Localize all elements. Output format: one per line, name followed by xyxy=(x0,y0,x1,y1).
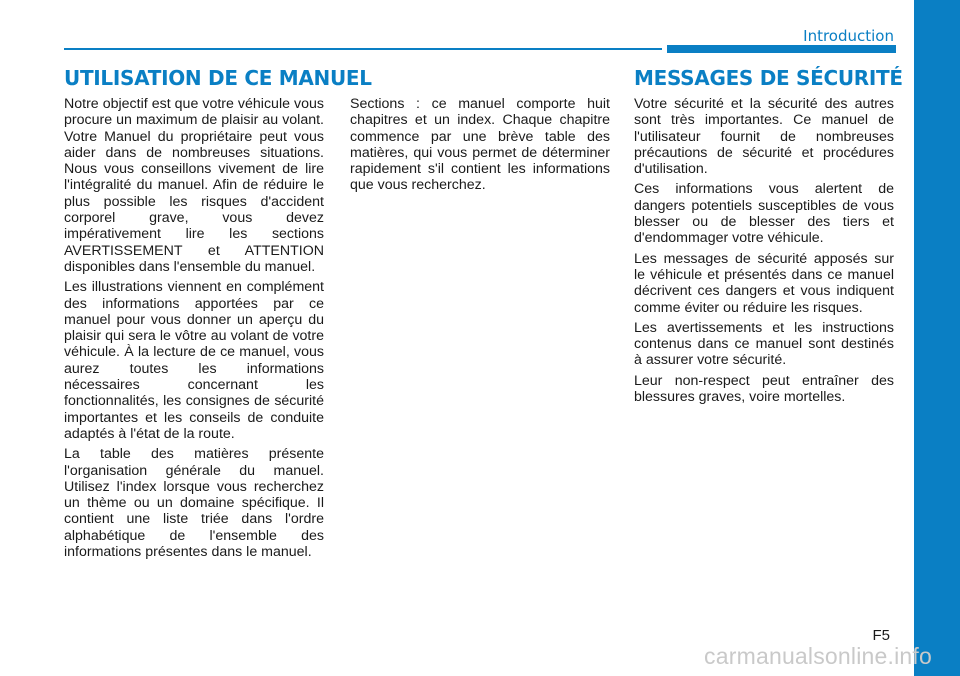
header-rule-accent xyxy=(667,45,896,53)
paragraph: Votre sécurité et la sécurité des autres sont très importantes. Ce manuel de l'utilisateur fournit de nombreuses précautions de sécurité et procédures d'utilisation. xyxy=(634,96,894,178)
section-label: Introduction xyxy=(803,27,894,45)
text-column-2 xyxy=(350,96,610,198)
paragraph: La table des matières présente l'organisation générale du manuel. Utilisez l'index lorsque vous recherchez un thème ou un domaine spécifique. Il contient une liste triée dans l'ordre alphabétique de l'ensemble des informations présentes dans le manuel. xyxy=(64,446,324,561)
header-rule xyxy=(64,48,662,50)
paragraph: Sections : ce manuel comporte huit chapitres et un index. Chaque chapitre commence par une brève table des matières, qui vous permet de déterminer rapidement s'il contient les informations que vous recherchez. xyxy=(350,96,610,194)
chapter-side-tab xyxy=(914,0,960,676)
page-number: F5 xyxy=(872,627,890,644)
text-column-1 xyxy=(64,96,324,564)
heading-safety-messages: MESSAGES DE SÉCURITÉ xyxy=(634,66,903,90)
watermark: carmanualsonline.info xyxy=(704,643,932,669)
paragraph: Les avertissements et les instructions contenus dans ce manuel sont destinés à assurer votre sécurité. xyxy=(634,319,894,369)
paragraph: Les messages de sécurité apposés sur le véhicule et présentés dans ce manuel décrivent ces dangers et vous indiquent comme éviter ou réduire les risques. xyxy=(634,250,894,316)
paragraph: Leur non-respect peut entraîner des blessures graves, voire mortelles. xyxy=(634,372,894,406)
paragraph: Ces informations vous alertent de dangers potentiels susceptibles de vous blesser ou de blesser des tiers et d'endommager votre véhicule. xyxy=(634,181,894,247)
paragraph: Les illustrations viennent en complément des informations apportées par ce manuel pour vous donner un aperçu du plaisir qui sera le vôtre au volant de votre véhicule. À la lecture de ce manuel, vous aurez toutes les informations nécessaires concernant les fonctionnalités, les consignes de sécurité importantes et les conseils de conduite adaptés à l'état de la route. xyxy=(64,279,324,442)
text-column-3 xyxy=(634,96,894,409)
paragraph: Notre objectif est que votre véhicule vous procure un maximum de plaisir au volant. Votre Manuel du propriétaire peut vous aider dans de nombreuses situations. Nous vous conseillons vivement de lire l'intégralité du manuel. Afin de réduire le plus possible les risques d'accident corporel grave, vous devez impérativement lire les sections AVERTISSEMENT et ATTENTION disponibles dans l'ensemble du manuel. xyxy=(64,96,324,275)
heading-manual-usage: UTILISATION DE CE MANUEL xyxy=(64,66,372,90)
